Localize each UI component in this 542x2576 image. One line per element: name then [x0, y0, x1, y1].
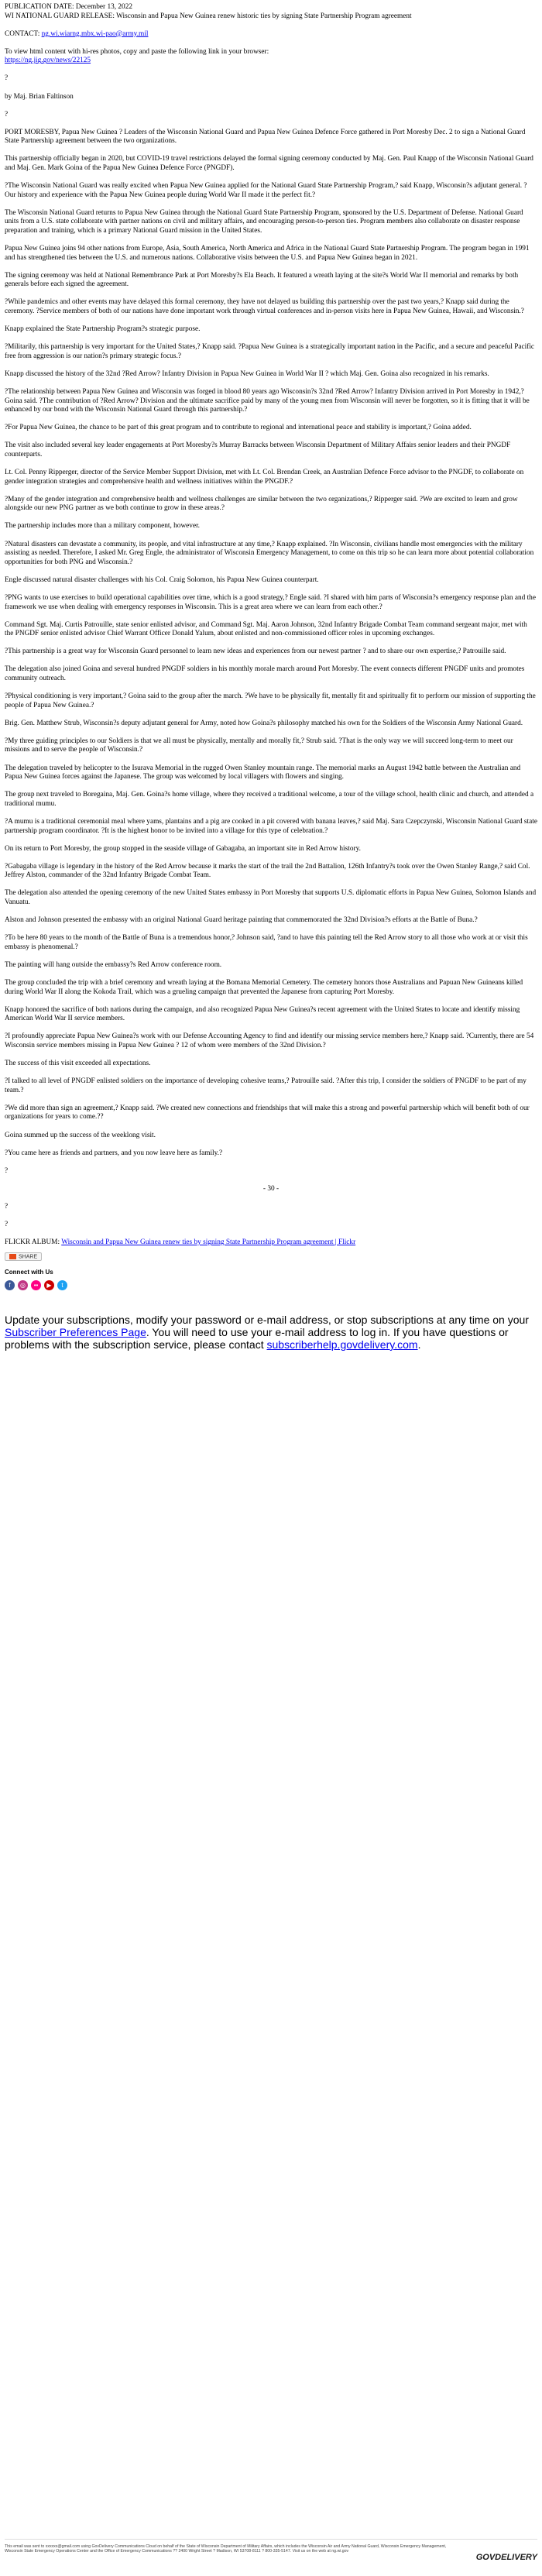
article-paragraph: ?Militarily, this partnership is very important for the United States,? Knapp said. ?Papua New Guinea is a strategically important nation in the Pacific, and a secure and peaceful Pacific free from aggression is our nation?s primary strategic focus.?	[5, 343, 535, 360]
release-title: WI NATIONAL GUARD RELEASE: Wisconsin and Papua New Guinea renew historic ties by signing State Partnership Program agreement	[5, 12, 412, 20]
article-paragraph: The Wisconsin National Guard returns to Papua New Guinea through the National Guard State Partnership Program, sponsored by the U.S. Department of Defense. National Guard units from a U.S. state collaborate with partner nations on civil and military affairs, and encouraging person-to-person ties. Program members also collaborate on disaster response preparation and training, which is a primary National Guard mission in the United States.	[5, 208, 523, 235]
sub-text-after: .	[417, 1338, 421, 1351]
instagram-icon[interactable]: ◎	[18, 1280, 28, 1290]
article-paragraph: ?For Papua New Guinea, the chance to be part of this great program and to contribute to regional and international peace and stability is important,? Goina added.	[5, 424, 472, 432]
article-paragraph: Knapp discussed the history of the 32nd ?Red Arrow? Infantry Division in Papua New Guinea in World War II ? which Maj. Gen. Goina also recognized in his remarks.	[5, 369, 489, 378]
article-paragraph: ?I talked to all level of PNGDF enlisted soldiers on the importance of developing cohesive teams,? Patrouille said. ?After this trip, I consider the soldiers of PNGDF to be part of my team.?	[5, 1077, 527, 1094]
article-paragraph: The success of this visit exceeded all expectations.	[5, 1060, 151, 1068]
article-paragraph: Command Sgt. Maj. Curtis Patrouille, state senior enlisted advisor, and Command Sgt. Maj. Aaron Johnson, 32nd Infantry Brigade Combat Team command sergeant major, met with the PNGDF senior enlisted advisor Chief Warrant Officer Donald Yalum, about enlisted and non-commissioned officer roles in upcoming exchanges.	[5, 620, 527, 638]
flickr-icon[interactable]: ••	[31, 1280, 41, 1290]
article-paragraph: ?You came here as friends and partners, and you now leave here as family.?	[5, 1149, 223, 1157]
article-paragraph: Lt. Col. Penny Ripperger, director of the Service Member Support Division, met with Lt. Col. Brendan Creek, an Australian Defence Force advisor to the PNGDF, to collaborate on gender integration strategies and comprehensive health and wellness initiatives within the PNGDF.?	[5, 469, 524, 486]
twitter-icon[interactable]: t	[57, 1280, 67, 1290]
article-paragraph: ?While pandemics and other events may have delayed this formal ceremony, they have not delayed us building this partnership over the past two years,? Knapp said during the ceremony. ?Service members of both of our nations have done important work through virtual conferences and in-person visits here in Papua New Guinea, Hawaii, and Wisconsin.?	[5, 298, 524, 316]
article-paragraph: ?We did more than sign an agreement,? Knapp said. ?We created new connections and friendships that will make this a strong and powerful partnership which will benefit both of our organizations for years to come.??	[5, 1104, 530, 1121]
article-paragraph: ?I profoundly appreciate Papua New Guinea?s work with our Defense Accounting Agency to find and identify our missing service members here,? Knapp said. ?Currently, there are 54 Wisconsin service members missing in Papua New Guinea ? 12 of whom were members of the 32nd Division.?	[5, 1032, 534, 1049]
article-paragraph: ?Natural disasters can devastate a community, its people, and vital infrastructure at any time,? Knapp explained. ?In Wisconsin, civilians handle most emergencies with the military assisting as needed. Therefore, I asked Mr. Greg Engle, the administrator of Wisconsin Emergency Management, to come on this trip so he can learn more about potential collaboration opportunities for both PNG and Wisconsin.?	[5, 540, 534, 566]
facebook-icon[interactable]: f	[5, 1280, 15, 1290]
govdelivery-logo[interactable]: GOVDELIVERY	[475, 2553, 537, 2562]
flickr-album-link[interactable]: Wisconsin and Papua New Guinea renew ties by signing State Partnership Program agreement | Flickr	[61, 1238, 356, 1247]
footer	[5, 2539, 537, 2562]
article-paragraph: Knapp honored the sacrifice of both nations during the campaign, and also recognized Papua New Guinea?s recent agreement with the United States to locate and identify missing American World War II service members.	[5, 1005, 520, 1023]
sub-text-before: Update your subscriptions, modify your password or e-mail address, or stop subscriptions at any time on your	[5, 1314, 529, 1326]
article-paragraph: The visit also included several key leader engagements at Port Moresby?s Murray Barracks between Wisconsin Department of Military Affairs senior leaders and their PNGDF counterparts.	[5, 441, 511, 459]
subscription-notice	[5, 1314, 537, 1351]
article-paragraph: ?PNG wants to use exercises to build operational capabilities over time, which is a good strategy,? Engle said. ?I shared with him parts of Wisconsin?s emergency response plan and the framework we use when dealing with emergency responses in Wisconsin. This is a great area where we can learn from each other.?	[5, 593, 536, 611]
view-html-link[interactable]: https://ng.jig.gov/news/22125	[5, 57, 91, 65]
article-paragraph: Papua New Guinea joins 94 other nations from Europe, Asia, South America, North America and Africa in the National Guard State Partnership Program. The program began in 1991 and has strengthened ties between the U.S. and numerous nations. Collaborative visits between the U.S. and Papua New Guinea began in 2021.	[5, 245, 530, 262]
spacer-mark: ?	[5, 110, 9, 118]
flickr-line	[5, 1238, 537, 1248]
article-paragraph: The painting will hang outside the embassy?s Red Arrow conference room.	[5, 960, 222, 969]
article-paragraph: The delegation also joined Goina and several hundred PNGDF soldiers in his monthly morale march around Port Moresby. The event connects different PNGDF units and promotes community outreach.	[5, 665, 525, 682]
subscriber-preferences-link[interactable]: Subscriber Preferences Page	[5, 1326, 146, 1338]
footer-text: This email was sent to xxxxxx@gmail.com using GovDelivery Communications Cloud on behalf of the State of Wisconsin Department of Military Affairs, which includes the Wisconsin Air and Army National Guard, Wisconsin Emergency Management, Wisconsin State Emergency Operations Center and the Office of Emergency Communications ?? 2400 Wright Street ? Madison, WI 53708-8111 ? 800-335-5147. Visit us on the web at ng.wi.gov	[5, 2544, 447, 2554]
article-body	[5, 129, 537, 1176]
spacer-mark: ?	[5, 1202, 9, 1211]
article-paragraph: ?Gabagaba village is legendary in the history of the Red Arrow because it marks the start of the trail the 2nd Battalion, 126th Infantry?s took over the Owen Stanley Range,? said Col. Jeffrey Alston, commander of the 32nd Infantry Brigade Combat Team.	[5, 862, 530, 880]
article-paragraph: ?The Wisconsin National Guard was really excited when Papua New Guinea applied for the National Guard State Partnership Program,? said Knapp, Wisconsin?s adjutant general. ?Our history and experience with the Papua New Guinea people during World War II made it the perfect fit.?	[5, 182, 527, 199]
article-paragraph: ?My three guiding principles to our Soldiers is that we all must be physically, mentally and morally fit,? Strub said. ?That is the only way we will succeed long-term to meet our missions and to serve the people of Wisconsin.?	[5, 737, 513, 754]
share-button[interactable]	[5, 1252, 42, 1261]
contact-email-link[interactable]: ng.wi.wiarng.mbx.wi-pao@army.mil	[41, 29, 149, 38]
publication-date: PUBLICATION DATE: December 13, 2022	[5, 3, 132, 11]
article-paragraph: The delegation also attended the opening ceremony of the new United States embassy in Port Moresby that supports U.S. diplomatic efforts in Papua New Guinea, Solomon Islands and Vanuatu.	[5, 889, 537, 906]
article-paragraph: ?This partnership is a great way for Wisconsin Guard personnel to learn new ideas and experiences from our newest partner ? and to share our own expertise,? Patrouille said.	[5, 647, 506, 656]
connect-heading: Connect with Us	[5, 1269, 53, 1276]
article-paragraph: ?The relationship between Papua New Guinea and Wisconsin was forged in blood 80 years ago Wisconsin?s 32nd ?Red Arrow? Infantry Division arrived in Port Moresby in 1942,? Goina said. ?The contribution of ?Red Arrow? Division and the ultimate sacrifice paid by many of the young men from Wisconsin will never be forgotten, so it is fitting that it will be enhanced by our bond with the Wisconsin National Guard through this partnership.?	[5, 388, 530, 414]
article-paragraph: The delegation traveled by helicopter to the Isurava Memorial in the rugged Owen Stanley mountain range. The memorial marks an August 1942 battle between the Australian and Papua New Guinea forces against the Japanese. The group was welcomed by local villagers with flowers and singing.	[5, 764, 521, 781]
article-paragraph: The partnership includes more than a military component, however.	[5, 522, 200, 531]
byline: by Maj. Brian Faltinson	[5, 92, 74, 101]
article-paragraph: Alston and Johnson presented the embassy with an original National Guard heritage painting that commemorated the 32nd Division?s efforts at the Battle of Buna.?	[5, 916, 478, 925]
article-paragraph: ?To be here 80 years to the month of the Battle of Buna is a tremendous honor,? Johnson said, ?and to have this painting tell the Red Arrow story to all those who work at or visit this embassy is phenomenal.?	[5, 934, 528, 951]
view-html-line	[5, 57, 537, 66]
article-paragraph: Goina summed up the success of the weeklong visit.	[5, 1131, 156, 1139]
sub-text-middle: . You will need to use your e-mail address to log in. If you have questions or problems with the subscription service, please contact	[5, 1326, 509, 1351]
article-paragraph: Engle discussed natural disaster challenges with his Col. Craig Solomon, his Papua New Guinea counterpart.	[5, 575, 319, 584]
social-icons	[5, 1280, 537, 1290]
share-icon	[9, 1254, 16, 1259]
subscriber-help-link[interactable]: subscriberhelp.govdelivery.com	[266, 1338, 418, 1351]
article-paragraph: The group concluded the trip with a brief ceremony and wreath laying at the Bomana Memorial Cemetery. The cemetery honors those Australians and Papuan New Guineans killed during World War II along the Kokoda Trail, which was a grueling campaign that prevented the Japanese from capturing Port Moresby.	[5, 978, 523, 996]
spacer-mark: ?	[5, 74, 9, 83]
article-paragraph: Knapp explained the State Partnership Program?s strategic purpose.	[5, 325, 201, 334]
share-label: SHARE	[19, 1254, 38, 1259]
article-paragraph: Brig. Gen. Matthew Strub, Wisconsin?s deputy adjutant general for Army, noted how Goina?s philosophy matched his own for the Soldiers of the Wisconsin Army National Guard.	[5, 719, 523, 727]
article-paragraph: ?A mumu is a traditional ceremonial meal where yams, plantains and a pig are cooked in a pit covered with banana leaves,? said Maj. Sara Czepczynski, Wisconsin National Guard state partnership program coordinator. ?It is the highest honor to be invited into a village for this type of celebration.?	[5, 817, 537, 835]
article-paragraph: This partnership officially began in 2020, but COVID-19 travel restrictions delayed the formal signing ceremony conducted by Maj. Gen. Paul Knapp of the Wisconsin National Guard and Maj. Gen. Mark Goina of the Papua New Guinea Defence Force (PNGDF).	[5, 155, 533, 173]
flickr-label: FLICKR ALBUM:	[5, 1238, 62, 1247]
article-paragraph: The group next traveled to Boregaina, Maj. Gen. Goina?s home village, where they received a traditional welcome, a tour of the village school, health clinic and church, and attended a traditional mumu.	[5, 791, 534, 808]
article-paragraph: ?	[5, 1166, 9, 1175]
article-paragraph: The signing ceremony was held at National Remembrance Park at Port Moresby?s Ela Beach. It featured a wreath laying at the site?s World War II memorial and remarks by both generals before each signed the agreement.	[5, 271, 519, 289]
end-mark: - 30 -	[262, 1184, 280, 1193]
article-paragraph: PORT MORESBY, Papua New Guinea ? Leaders of the Wisconsin National Guard and Papua New Guinea Defence Force gathered in Port Moresby Dec. 2 to sign a National Guard State Partnership agreement between the two organizations.	[5, 128, 526, 146]
contact-label: CONTACT:	[5, 29, 42, 38]
article-paragraph: On its return to Port Moresby, the group stopped in the seaside village of Gabagaba, an important site in Red Arrow history.	[5, 844, 361, 853]
spacer-mark: ?	[5, 1220, 9, 1228]
article-paragraph: ?Many of the gender integration and comprehensive health and wellness challenges are similar between the two organizations,? Ripperger said. ?We are excited to learn and grow alongside our new PNG partner as we both continue to grow in these areas.?	[5, 495, 518, 513]
contact-line	[5, 30, 537, 39]
article-paragraph: ?Physical conditioning is very important,? Goina said to the group after the march. ?We have to be physically fit, mentally fit and spiritually fit to perform our mission of supporting the people of Papua New Guinea.?	[5, 692, 536, 709]
youtube-icon[interactable]: ▶	[44, 1280, 54, 1290]
view-html-text: To view html content with hi-res photos, copy and paste the following link in your browser:	[5, 47, 269, 56]
